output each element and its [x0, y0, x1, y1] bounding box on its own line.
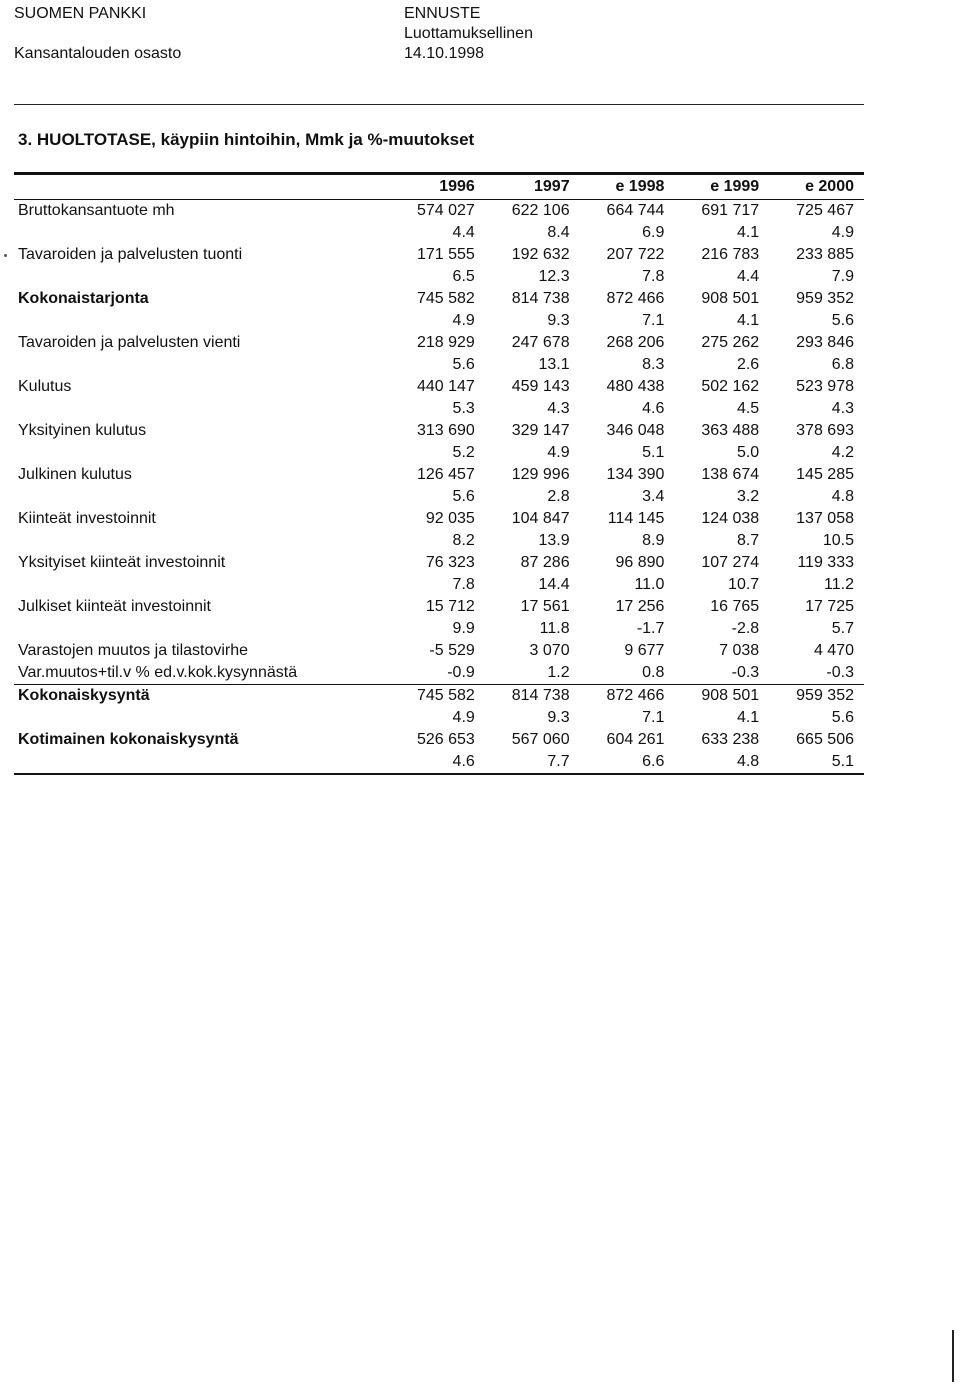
- table-cell: 6.6: [580, 751, 675, 774]
- table-row: [14, 332, 864, 354]
- table-cell: 725 467: [796, 202, 854, 219]
- table-cell: 11.0: [634, 576, 665, 593]
- table-cell: 3.4: [642, 488, 665, 505]
- table-cell: 4.1: [736, 312, 760, 329]
- table-row: [14, 288, 864, 310]
- column-header: e 2000: [769, 174, 864, 200]
- table-cell: 124 038: [701, 510, 760, 527]
- table-cell: 8.7: [736, 532, 760, 549]
- table-cell: 526 653: [416, 731, 475, 748]
- table-cell: 502 162: [701, 378, 760, 395]
- table-row: [14, 618, 864, 640]
- table-cell: 814 738: [511, 290, 570, 307]
- table-cell: 11.8: [539, 620, 570, 637]
- row-label: [14, 354, 390, 376]
- row-label: [14, 222, 390, 244]
- table-cell: 192 632: [511, 246, 570, 263]
- table-header-row: [14, 174, 864, 200]
- table-cell: 87 286: [520, 554, 570, 571]
- table-cell: 2.6: [736, 356, 760, 373]
- table-cell: 275 262: [701, 334, 760, 351]
- table-row: [14, 751, 864, 774]
- table-cell: 872 466: [606, 687, 665, 704]
- table-cell: 459 143: [511, 378, 570, 395]
- table-cell: 119 333: [797, 554, 854, 571]
- table-row: [14, 442, 864, 464]
- table-cell: 440 147: [416, 378, 475, 395]
- column-header: 1997: [485, 174, 580, 200]
- table-cell: 4.6: [390, 751, 485, 774]
- table-cell: 1.2: [485, 662, 580, 685]
- table-cell: 16 765: [710, 598, 760, 615]
- table-cell: 5.2: [452, 444, 475, 461]
- table-cell: 4.9: [547, 444, 570, 461]
- table-cell: 5.1: [642, 444, 665, 461]
- table-cell: 107 274: [701, 554, 760, 571]
- column-header: e 1998: [580, 174, 675, 200]
- table-cell: 4.8: [831, 488, 854, 505]
- table-cell: 8.3: [642, 356, 665, 373]
- table-row: [14, 200, 864, 223]
- row-label: [14, 707, 390, 729]
- table-cell: 3.2: [736, 488, 760, 505]
- table-cell: 4.1: [736, 709, 760, 726]
- table-cell: 207 722: [606, 246, 665, 263]
- table-cell: -0.3: [674, 662, 769, 685]
- table-cell: 9.3: [547, 709, 570, 726]
- table-cell: 908 501: [701, 290, 760, 307]
- table-cell: 664 744: [606, 202, 665, 219]
- table-cell: 13.1: [538, 356, 570, 373]
- table-cell: 92 035: [425, 510, 475, 527]
- table-cell: 346 048: [606, 422, 665, 439]
- row-label: Varastojen muutos ja tilastovirhe: [18, 642, 249, 659]
- table-cell: 218 929: [416, 334, 475, 351]
- table-cell: 313 690: [416, 422, 475, 439]
- table-cell: 3 070: [529, 642, 570, 659]
- table-cell: 7 038: [719, 642, 760, 659]
- table-cell: 523 978: [796, 378, 854, 395]
- table-cell: 137 058: [796, 510, 854, 527]
- table-cell: 247 678: [511, 334, 570, 351]
- table-cell: 126 457: [416, 466, 475, 483]
- table-row: [14, 354, 864, 376]
- row-label: [14, 266, 390, 288]
- row-label: Kokonaiskysyntä: [18, 687, 150, 704]
- table-cell: 480 438: [606, 378, 665, 395]
- table-cell: 76 323: [425, 554, 475, 571]
- table-cell: 622 106: [511, 202, 570, 219]
- table-cell: -2.8: [731, 620, 760, 637]
- row-label: [14, 751, 390, 774]
- table-cell: 5.6: [831, 312, 854, 329]
- table-cell: 8.9: [642, 532, 665, 549]
- table-row: [14, 376, 864, 398]
- table-cell: 17 256: [615, 598, 665, 615]
- table-cell: 6.8: [831, 356, 854, 373]
- table-row: [14, 685, 864, 708]
- table-cell: 691 717: [701, 202, 760, 219]
- table-cell: 4 470: [813, 642, 854, 659]
- table-cell: 574 027: [416, 202, 475, 219]
- row-label: Bruttokansantuote mh: [18, 202, 175, 219]
- table-cell: 171 555: [416, 246, 475, 263]
- org-name: SUOMEN PANKKI: [14, 5, 147, 22]
- table-cell: 7.1: [642, 709, 665, 726]
- table-cell: 216 783: [701, 246, 760, 263]
- table-cell: 378 693: [796, 422, 854, 439]
- column-header-label: [14, 174, 390, 200]
- row-label: Yksityiset kiinteät investoinnit: [18, 554, 226, 571]
- column-header: e 1999: [674, 174, 769, 200]
- table-cell: -0.9: [390, 662, 485, 685]
- table-cell: 7.8: [642, 268, 665, 285]
- row-label: [14, 574, 390, 596]
- row-label: [14, 530, 390, 552]
- table-body: [14, 200, 864, 775]
- table-cell: 9.3: [547, 312, 570, 329]
- table-cell: 14.4: [538, 576, 570, 593]
- table-row: [14, 486, 864, 508]
- row-label: Var.muutos+til.v % ed.v.kok.kysynnästä: [14, 662, 390, 685]
- table-cell: 4.4: [736, 268, 760, 285]
- table-cell: 4.4: [452, 224, 475, 241]
- balance-table: [14, 172, 864, 775]
- row-label: [14, 442, 390, 464]
- table-cell: 96 890: [615, 554, 665, 571]
- table-cell: 15 712: [425, 598, 475, 615]
- table-cell: 604 261: [606, 731, 665, 748]
- table-cell: 6.9: [642, 224, 665, 241]
- table-row: [14, 244, 864, 266]
- table-cell: 959 352: [796, 290, 854, 307]
- table-cell: 104 847: [511, 510, 570, 527]
- table-cell: 134 390: [606, 466, 665, 483]
- row-label: [14, 618, 390, 640]
- table-row: [14, 729, 864, 751]
- table-cell: 6.5: [452, 268, 475, 285]
- table-cell: 5.0: [736, 444, 760, 461]
- row-label: Julkiset kiinteät investoinnit: [18, 598, 211, 615]
- table-cell: 7.7: [485, 751, 580, 774]
- table-cell: 293 846: [796, 334, 854, 351]
- table-cell: 5.6: [452, 356, 475, 373]
- table-cell: 7.1: [642, 312, 665, 329]
- table-cell: 665 506: [796, 731, 854, 748]
- table-row: [14, 552, 864, 574]
- table-cell: 9.9: [452, 620, 475, 637]
- table-cell: 5.7: [831, 620, 854, 637]
- table-cell: 5.3: [452, 400, 475, 417]
- table-cell: 567 060: [511, 731, 570, 748]
- table-row: [14, 574, 864, 596]
- page-title: 3. HUOLTOTASE, käypiin hintoihin, Mmk ja %-muutokset: [18, 130, 475, 149]
- row-label: Tavaroiden ja palvelusten tuonti: [18, 246, 243, 263]
- scan-mark: [952, 1330, 954, 1382]
- table-cell: 4.5: [736, 400, 760, 417]
- table-row: [14, 508, 864, 530]
- row-label: Kulutus: [18, 378, 72, 395]
- column-header: 1996: [390, 174, 485, 200]
- row-label: [14, 486, 390, 508]
- table-cell: 12.3: [538, 268, 570, 285]
- header-divider: [14, 104, 864, 105]
- row-label: Tavaroiden ja palvelusten vienti: [18, 334, 241, 351]
- table-cell: 145 285: [796, 466, 854, 483]
- table-cell: 138 674: [701, 466, 760, 483]
- table-cell: 5.6: [452, 488, 475, 505]
- table-row: [14, 640, 864, 662]
- table-row: [14, 398, 864, 420]
- row-label: [14, 310, 390, 332]
- table-row: [14, 420, 864, 442]
- document-type: ENNUSTE: [404, 5, 481, 22]
- department-name: Kansantalouden osasto: [14, 45, 182, 62]
- table-cell: 13.9: [538, 532, 570, 549]
- row-label: [14, 398, 390, 420]
- table-cell: 4.2: [831, 444, 854, 461]
- table-cell: 908 501: [701, 687, 760, 704]
- table-cell: 4.8: [674, 751, 769, 774]
- table-cell: 10.7: [728, 576, 760, 593]
- table-row: [14, 662, 864, 685]
- table-cell: 8.4: [547, 224, 570, 241]
- table-cell: 114 145: [607, 510, 665, 527]
- table-cell: -5 529: [429, 642, 475, 659]
- table-cell: 233 885: [796, 246, 854, 263]
- table-cell: 4.3: [831, 400, 854, 417]
- table-cell: 745 582: [416, 290, 475, 307]
- table-row: [14, 530, 864, 552]
- document-date: 14.10.1998: [404, 45, 485, 62]
- table-cell: 2.8: [547, 488, 570, 505]
- table-cell: 329 147: [511, 422, 570, 439]
- table-cell: 4.1: [736, 224, 760, 241]
- table-cell: 7.9: [831, 268, 854, 285]
- table-cell: 814 738: [511, 687, 570, 704]
- table-cell: 5.6: [831, 709, 854, 726]
- table-row: [14, 222, 864, 244]
- table-cell: 5.1: [769, 751, 864, 774]
- table-cell: 11.2: [824, 576, 854, 593]
- table-cell: 872 466: [606, 290, 665, 307]
- table-cell: 268 206: [606, 334, 665, 351]
- table-cell: 745 582: [416, 687, 475, 704]
- table-cell: 959 352: [796, 687, 854, 704]
- table-row: [14, 464, 864, 486]
- table-cell: 129 996: [511, 466, 570, 483]
- table-cell: 633 238: [701, 731, 760, 748]
- table-cell: -1.7: [636, 620, 665, 637]
- row-label: Kiinteät investoinnit: [18, 510, 156, 527]
- table-cell: -0.3: [769, 662, 864, 685]
- row-label: Yksityinen kulutus: [18, 422, 147, 439]
- table-cell: 7.8: [452, 576, 475, 593]
- table-row: [14, 707, 864, 729]
- table-cell: 17 561: [520, 598, 570, 615]
- table-row: [14, 266, 864, 288]
- table-cell: 4.9: [831, 224, 854, 241]
- row-label: Julkinen kulutus: [18, 466, 132, 483]
- table-cell: 4.9: [452, 709, 475, 726]
- table-cell: 10.5: [822, 532, 854, 549]
- scan-dot: [4, 254, 7, 257]
- table-cell: 4.9: [452, 312, 475, 329]
- table-row: [14, 310, 864, 332]
- table-cell: 17 725: [805, 598, 854, 615]
- table-cell: 4.6: [642, 400, 665, 417]
- table-cell: 8.2: [452, 532, 475, 549]
- table-cell: 4.3: [547, 400, 570, 417]
- row-label: Kokonaistarjonta: [18, 290, 149, 307]
- table-cell: 0.8: [580, 662, 675, 685]
- table-cell: 363 488: [701, 422, 760, 439]
- table-row: [14, 596, 864, 618]
- row-label: Kotimainen kokonaiskysyntä: [18, 731, 239, 748]
- classification: Luottamuksellinen: [404, 25, 533, 42]
- table-cell: 9 677: [624, 642, 665, 659]
